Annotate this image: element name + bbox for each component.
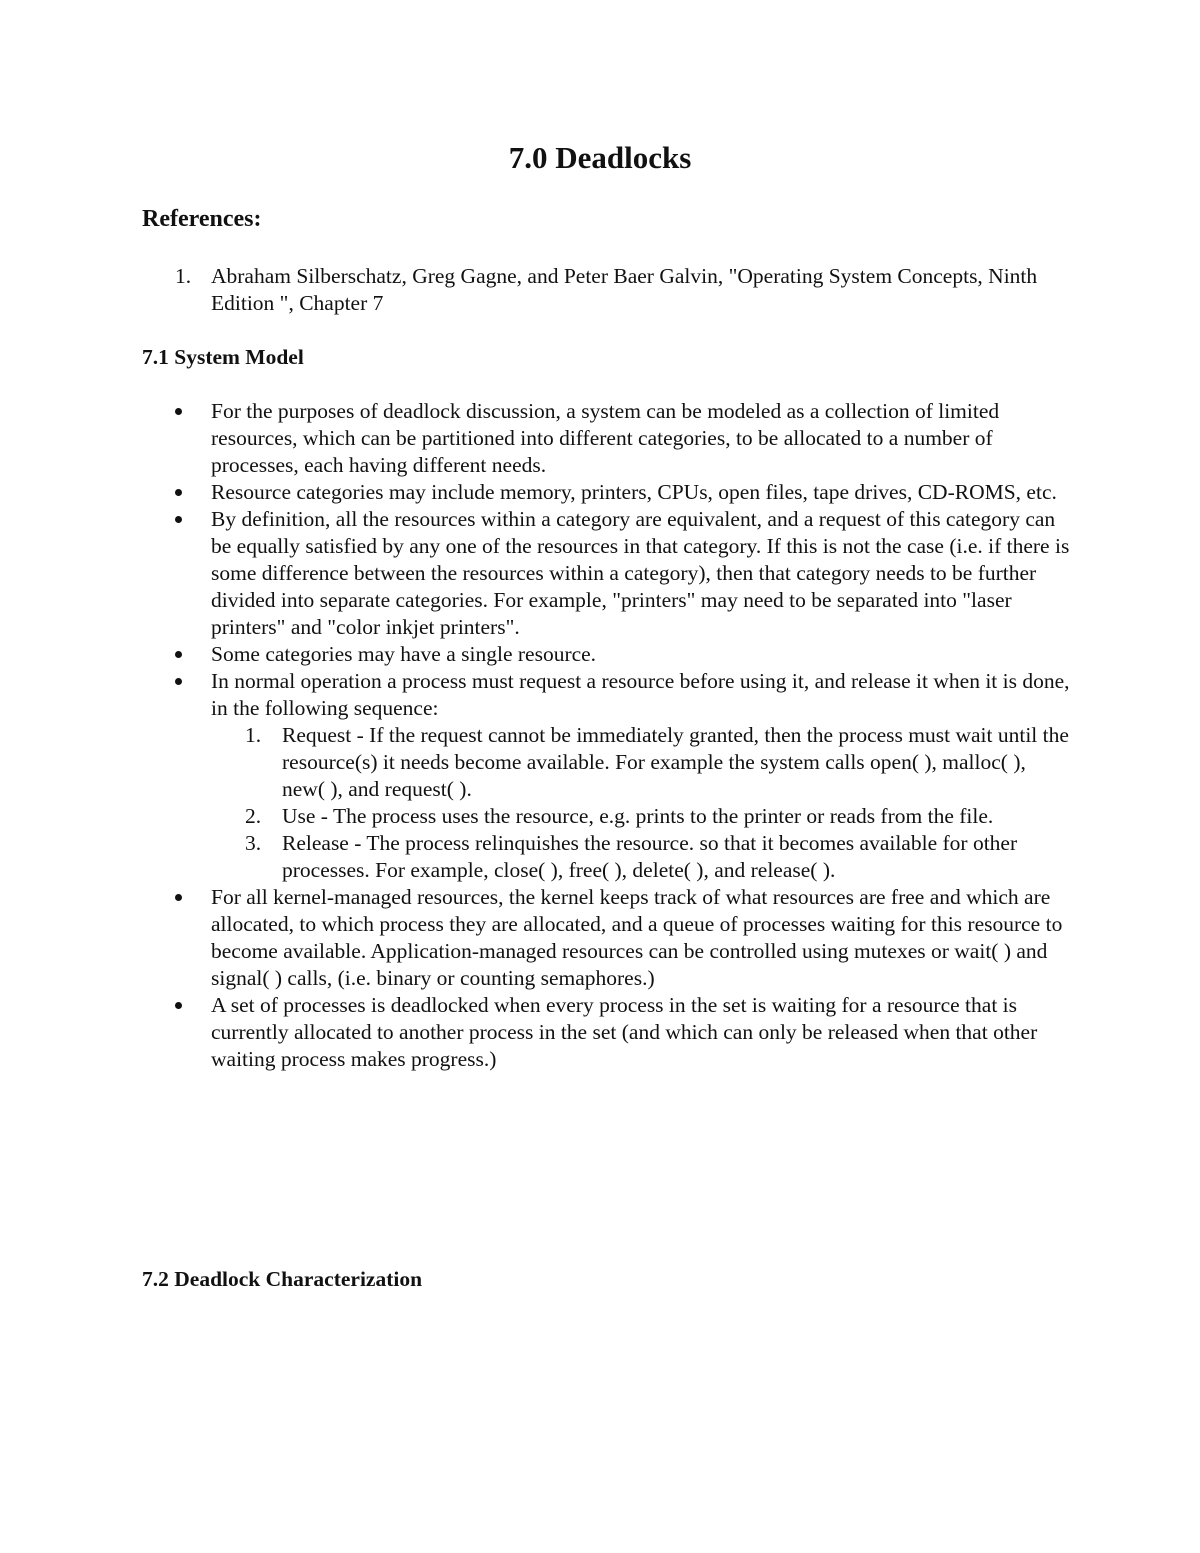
sequence-text: Request - If the request cannot be immediately granted, then the process must wait until the resource(s) it needs become available. For example the system calls open( ), malloc( ), new( ), and request( ). [282,723,1069,801]
references-list [142,263,1072,317]
bullet-text: For the purposes of deadlock discussion, a system can be modeled as a collection of limited resources, which can be partitioned into different categories, to be allocated to a number of processes, each having different needs. [211,399,1000,477]
bullet-text: By definition, all the resources within a category are equivalent, and a request of this category can be equally satisfied by any one of the resources in that category. If this is not the case (i.e. if there is some difference between the resources within a category), then that category needs to be further divided into separate categories. For example, "printers" may need to be separated into "laser printers" and "color inkjet printers". [211,507,1070,639]
sequence-item [211,803,1072,830]
bullet-text: Some categories may have a single resource. [211,642,597,666]
bullet-item [142,668,1072,884]
sequence-number: 3. [245,831,262,855]
bullet-icon [175,894,182,901]
bullet-icon [175,408,182,415]
bullet-icon [175,651,182,658]
page-title: 7.0 Deadlocks [508,140,692,175]
bullet-icon [175,489,182,496]
bullet-item [142,479,1072,506]
bullet-icon [175,1002,182,1009]
bullet-item [142,884,1072,992]
bullet-item [142,506,1072,641]
bullet-text: In normal operation a process must request a resource before using it, and release it when it is done, in the following sequence: [211,669,1070,720]
bullet-text: Resource categories may include memory, printers, CPUs, open files, tape drives, CD-ROMS, etc. [211,480,1057,504]
bullet-icon [175,678,182,685]
reference-item [142,263,1072,317]
section-heading-deadlock-characterization: 7.2 Deadlock Characterization [142,1267,423,1291]
bullet-text: For all kernel-managed resources, the kernel keeps track of what resources are free and which are allocated, to which process they are allocated, and a queue of processes waiting for this resource to become available. Application-managed resources can be controlled using mutexes or wait( ) and signal( ) calls, (i.e. binary or counting semaphores.) [211,885,1063,990]
reference-number: 1. [175,264,192,288]
bullet-icon [175,516,182,523]
bullet-text: A set of processes is deadlocked when every process in the set is waiting for a resource that is currently allocated to another process in the set (and which can only be released when that other waiting process makes progress.) [211,993,1038,1071]
sequence-item [211,722,1072,803]
sequence-text: Use - The process uses the resource, e.g. prints to the printer or reads from the file. [282,804,994,828]
sequence-item [211,830,1072,884]
reference-text: Abraham Silberschatz, Greg Gagne, and Peter Baer Galvin, "Operating System Concepts, Ninth Edition ", Chapter 7 [211,264,1038,315]
sequence-text: Release - The process relinquishes the resource. so that it becomes available for other processes. For example, close( ), free( ), delete( ), and release( ). [282,831,1018,882]
sequence-number: 1. [245,723,262,747]
section-heading-system-model: 7.1 System Model [142,345,304,369]
bullet-item [142,641,1072,668]
sequence-number: 2. [245,804,262,828]
request-sequence-list [211,722,1072,884]
bullet-item [142,992,1072,1073]
references-heading: References: [142,206,262,232]
system-model-bullet-list [142,398,1072,1073]
bullet-item [142,398,1072,479]
